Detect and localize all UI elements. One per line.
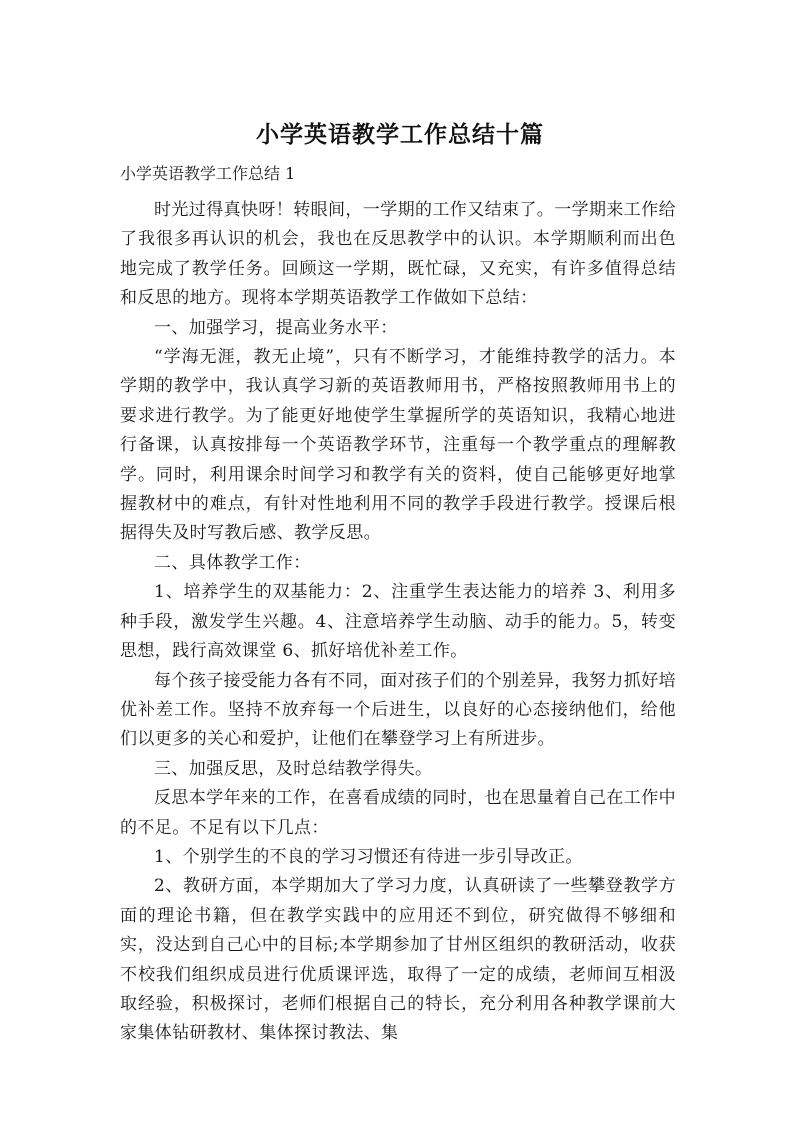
heading-section-3: 三、加强反思，及时总结教学得失。 xyxy=(154,758,433,779)
paragraph-differences: 每个孩子接受能力各有不同，面对孩子们的个别差异，我努力抓好培优补差工作。坚持不放弃每一个后进生，以良好的心态接纳他们，给他们以更多的关心和爱护，让他们在攀登学习上有所进步。 xyxy=(120,670,676,750)
paragraph-shortcoming-2: 2、教研方面，本学期加大了学习力度，认真研读了一些攀登教学方面的理论书籍，但在教学实践中的应用还不到位，研究做得不够细和实，没达到自己心中的目标;本学期参加了甘州区组织的教研活动，收获不校我们组织成员进行优质课评选，取得了一定的成绩，老师间互相汲取经验，积极探讨，老师们根据自己的特长，充分利用各种教学课前大家集体钻研教材、集体探讨教法、集 xyxy=(120,876,676,1044)
document-body xyxy=(120,196,676,1049)
document-title: 小学英语教学工作总结十篇 xyxy=(256,122,544,148)
heading-section-2: 二、具体教学工作： xyxy=(154,552,311,573)
heading-section-1: 一、加强学习，提高业务水平： xyxy=(154,317,398,338)
paragraph-shortcoming-1: 1、个别学生的不良的学习习惯还有待进一步引导改正。 xyxy=(154,846,583,867)
section-subtitle: 小学英语教学工作总结 1 xyxy=(120,164,296,183)
paragraph-teaching-items: 1、培养学生的双基能力：2、注重学生表达能力的培养 3、利用多种手段，激发学生兴趣。4、注意培养学生动脑、动手的能力。5，转变思想，践行高效课堂 6、抓好培优补差工作。 xyxy=(120,582,676,662)
paragraph-learning: “学海无涯，教无止境”，只有不断学习，才能维持教学的活力。本学期的教学中，我认真学习新的英语教师用书，严格按照教师用书上的要求进行教学。为了能更好地使学生掌握所学的英语知识，我精心地进行备课，认真按排每一个英语教学环节，注重每一个教学重点的理解教学。同时，利用课余时间学习和教学有关的资料，使自己能够更好地掌握教材中的难点，有针对性地利用不同的教学手段进行教学。授课后根据得失及时写教后感、教学反思。 xyxy=(120,347,676,544)
paragraph-reflection: 反思本学年来的工作，在喜看成绩的同时，也在思量着自己在工作中的不足。不足有以下几点： xyxy=(120,788,676,838)
paragraph-intro: 时光过得真快呀！转眼间，一学期的工作又结束了。一学期来工作给了我很多再认识的机会，我也在反思教学中的认识。本学期顺利而出色地完成了教学任务。回顾这一学期，既忙碌，又充实，有许多值得总结和反思的地方。现将本学期英语教学工作做如下总结： xyxy=(120,200,676,309)
